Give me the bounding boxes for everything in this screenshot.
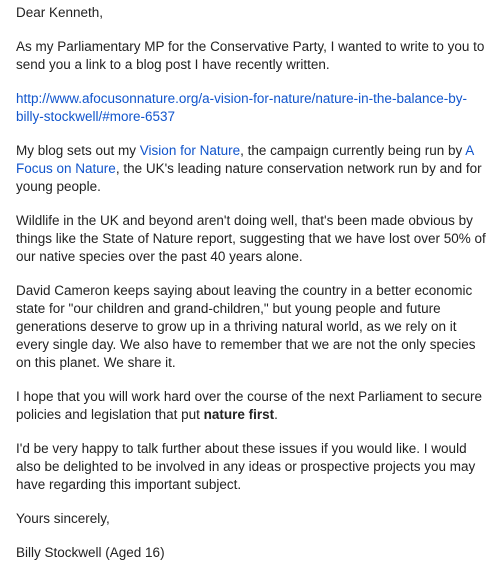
offer-paragraph: I'd be very happy to talk further about these issues if you would like. I would also be delighted to be involved in any ideas or prospective projects you may have regarding this important subject. bbox=[16, 441, 476, 492]
parliament-text-1: I hope that you will work hard over the course of the next Parliament to secure policies and legislation that put bbox=[16, 389, 482, 422]
blog-link-paragraph bbox=[16, 90, 486, 126]
vision-text-2: , the campaign currently being run by bbox=[240, 143, 466, 158]
nature-first-bold: nature first bbox=[203, 407, 275, 422]
letter-body bbox=[16, 4, 486, 578]
wildlife-paragraph: Wildlife in the UK and beyond aren't doing well, that's been made obvious by things like the State of Nature report, suggesting that we have lost over 50% of our native species over the past 40 years alone. bbox=[16, 213, 486, 264]
vision-for-nature-link[interactable]: Vision for Nature bbox=[139, 143, 241, 158]
vision-text-3: , the UK's leading nature conservation network run by and for young people. bbox=[16, 161, 482, 194]
cameron-paragraph: David Cameron keeps saying about leaving the country in a better economic state for "our children and grand-children," but young people and future generations deserve to grow up in a thriving natural world, as we rely on it every single day. We also have to remember that we are not the only species on this planet. We share it. bbox=[16, 283, 476, 370]
signature: Billy Stockwell (Aged 16) bbox=[16, 545, 165, 560]
vision-paragraph bbox=[16, 142, 486, 196]
intro-paragraph: As my Parliamentary MP for the Conservative Party, I wanted to write to you to send you a link to a blog post I have recently written. bbox=[16, 39, 485, 72]
closing: Yours sincerely, bbox=[16, 511, 110, 526]
parliament-text-2: . bbox=[274, 407, 278, 422]
vision-text-1: My blog sets out my bbox=[16, 143, 140, 158]
a-focus-on-nature-link[interactable]: A Focus on Nature bbox=[16, 143, 474, 176]
parliament-paragraph bbox=[16, 388, 486, 424]
blog-post-link[interactable]: http://www.afocusonnature.org/a-vision-for-nature/nature-in-the-balance-by-billy-stockwell/#more-6537 bbox=[16, 91, 467, 124]
greeting: Dear Kenneth, bbox=[16, 5, 104, 20]
